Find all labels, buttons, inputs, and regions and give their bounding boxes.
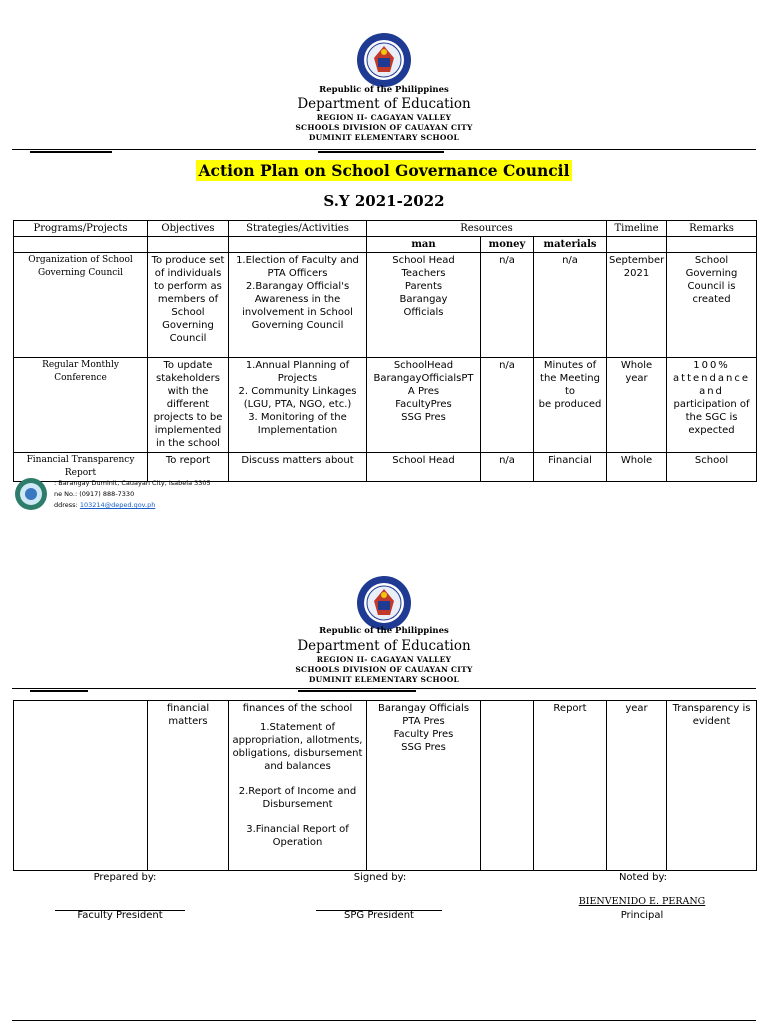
table-header-row <box>14 221 757 237</box>
remarks-item: participation of the SGC is expected <box>673 399 750 436</box>
man-item: Teachers <box>401 268 446 279</box>
man-cell <box>367 253 481 358</box>
table-row <box>14 358 757 453</box>
title-container <box>0 160 768 181</box>
man-item: FacultyPres <box>395 399 452 410</box>
footer-divider <box>12 1020 756 1021</box>
timeline-cell: Whole year <box>607 358 667 453</box>
header-resources: Resources <box>367 221 607 237</box>
man-item: BarangayOfficialsPT <box>373 373 474 384</box>
man-item: Barangay <box>399 294 448 305</box>
man-item: Barangay Officials <box>377 703 470 714</box>
materials-item: the Meeting <box>540 373 600 384</box>
program-cell: Financial Transparency Report <box>14 453 148 482</box>
strategy-item: 1.Statement of appropriation, allotments, obligations, disbursement and balances <box>232 722 363 772</box>
materials-cell: Report <box>534 701 607 871</box>
footer-email-link[interactable]: 103214@deped.gov.ph <box>79 501 156 509</box>
materials-item: be produced <box>538 399 602 410</box>
table-subheader-row <box>14 237 757 253</box>
strategy-cell <box>229 358 367 453</box>
objective-cell: To update stakeholders with the different projects to be implemented in the school <box>148 358 229 453</box>
header-divider-accent-center <box>318 151 444 153</box>
objective-cell: To produce set of individuals to perform as members of School Governing Council <box>148 253 229 358</box>
man-item: PTA Pres <box>402 716 445 727</box>
action-plan-table <box>13 220 757 482</box>
program-cell: Organization of School Governing Council <box>14 253 148 358</box>
header-objectives: Objectives <box>148 221 229 237</box>
materials-cell: n/a <box>534 253 607 358</box>
remarks-cell: School Governing Council is created <box>667 253 757 358</box>
materials-item: Minutes of <box>543 360 597 371</box>
principal-name: BIENVENIDO E. PERANG <box>578 896 706 907</box>
table-row <box>14 701 757 871</box>
republic-heading: Republic of the Philippines <box>319 85 449 95</box>
deped-seal-icon <box>356 32 412 88</box>
strategy-cell <box>229 701 367 871</box>
department-heading: Department of Education <box>297 96 471 112</box>
prepared-by-label: Prepared by: <box>93 872 157 883</box>
man-item: Faculty Pres <box>393 729 454 740</box>
program-cell <box>14 701 148 871</box>
strategy-item: 2. Community Linkages (LGU, PTA, NGO, etc.) <box>238 386 357 410</box>
timeline-cell: September 2021 <box>607 253 667 358</box>
strategy-item: finances of the school <box>242 703 353 714</box>
money-cell <box>481 701 534 871</box>
man-item: A Pres <box>407 386 440 397</box>
header-divider-accent-left <box>30 151 112 153</box>
department-heading: Department of Education <box>297 638 471 654</box>
remarks-item: 100% attendance and <box>673 360 750 397</box>
strategy-item: 1.Annual Planning of Projects <box>245 360 350 384</box>
man-cell <box>367 701 481 871</box>
timeline-cell: Whole <box>607 453 667 482</box>
man-item: School Head <box>392 255 455 266</box>
money-cell: n/a <box>481 358 534 453</box>
man-item: Parents <box>404 281 443 292</box>
money-cell: n/a <box>481 453 534 482</box>
action-plan-table-continued <box>13 700 757 871</box>
footer-phone: ne No.: (0917) 888-7330 <box>54 490 135 498</box>
program-cell: Regular Monthly Conference <box>14 358 148 453</box>
header-strategies: Strategies/Activities <box>229 221 367 237</box>
header-timeline: Timeline <box>607 221 667 237</box>
noted-by-label: Noted by: <box>618 872 668 883</box>
strategy-item: 1.Election of Faculty and PTA Officers <box>236 255 359 279</box>
strategy-item: 3.Financial Report of Operation <box>246 824 349 848</box>
man-item: SchoolHead <box>393 360 454 371</box>
strategy-item: 3. Monitoring of the Implementation <box>248 412 347 436</box>
materials-item: to <box>564 386 576 397</box>
document-page-2 <box>0 565 768 1024</box>
remarks-cell: Transparency is evident <box>667 701 757 871</box>
objective-cell: financial matters <box>148 701 229 871</box>
header-divider <box>12 688 756 689</box>
school-year: S.Y 2021-2022 <box>323 192 445 210</box>
money-cell: n/a <box>481 253 534 358</box>
republic-heading: Republic of the Philippines <box>319 626 449 636</box>
man-item: Officials <box>403 307 444 318</box>
header-divider-accent-center <box>298 690 416 692</box>
header-remarks: Remarks <box>667 221 757 237</box>
header-divider-accent-left <box>30 690 88 692</box>
man-cell: School Head <box>367 453 481 482</box>
header-man: man <box>367 237 481 253</box>
region-heading: REGION II- CAGAYAN VALLEY <box>316 655 452 664</box>
remarks-cell <box>667 358 757 453</box>
header-programs: Programs/Projects <box>14 221 148 237</box>
objective-cell: To report <box>148 453 229 482</box>
school-heading: DUMINIT ELEMENTARY SCHOOL <box>308 133 460 142</box>
spg-president-label: SPG President <box>344 910 414 921</box>
school-heading: DUMINIT ELEMENTARY SCHOOL <box>308 675 460 684</box>
signed-by-label: Signed by: <box>353 872 407 883</box>
footer-address: : Barangay Duminit, Cauayan City, Isabela 3305 <box>54 479 211 487</box>
table-row <box>14 253 757 358</box>
school-seal-icon <box>14 477 48 511</box>
deped-seal-icon <box>356 575 412 631</box>
header-divider <box>12 149 756 150</box>
man-cell <box>367 358 481 453</box>
division-heading: SCHOOLS DIVISION OF CAUAYAN CITY <box>295 665 473 674</box>
man-item: SSG Pres <box>401 742 446 753</box>
division-heading: SCHOOLS DIVISION OF CAUAYAN CITY <box>295 123 473 132</box>
strategy-cell: Discuss matters about <box>229 453 367 482</box>
materials-cell: Financial <box>534 453 607 482</box>
remarks-cell: School <box>667 453 757 482</box>
plan-title: Action Plan on School Governance Council <box>196 160 573 181</box>
footer-email-label: ddress: <box>54 501 78 509</box>
strategy-item: 2.Barangay Official's Awareness in the involvement in School Governing Council <box>242 281 353 331</box>
region-heading: REGION II- CAGAYAN VALLEY <box>316 113 452 122</box>
strategy-cell <box>229 253 367 358</box>
man-item: SSG Pres <box>401 412 446 423</box>
materials-cell <box>534 358 607 453</box>
timeline-cell: year <box>607 701 667 871</box>
principal-label: Principal <box>620 910 664 921</box>
header-money: money <box>481 237 534 253</box>
page-footer <box>14 477 314 513</box>
faculty-president-label: Faculty President <box>77 910 163 921</box>
strategy-item: 2.Report of Income and Disbursement <box>238 786 357 810</box>
footer-email-row <box>54 501 155 509</box>
header-materials: materials <box>534 237 607 253</box>
